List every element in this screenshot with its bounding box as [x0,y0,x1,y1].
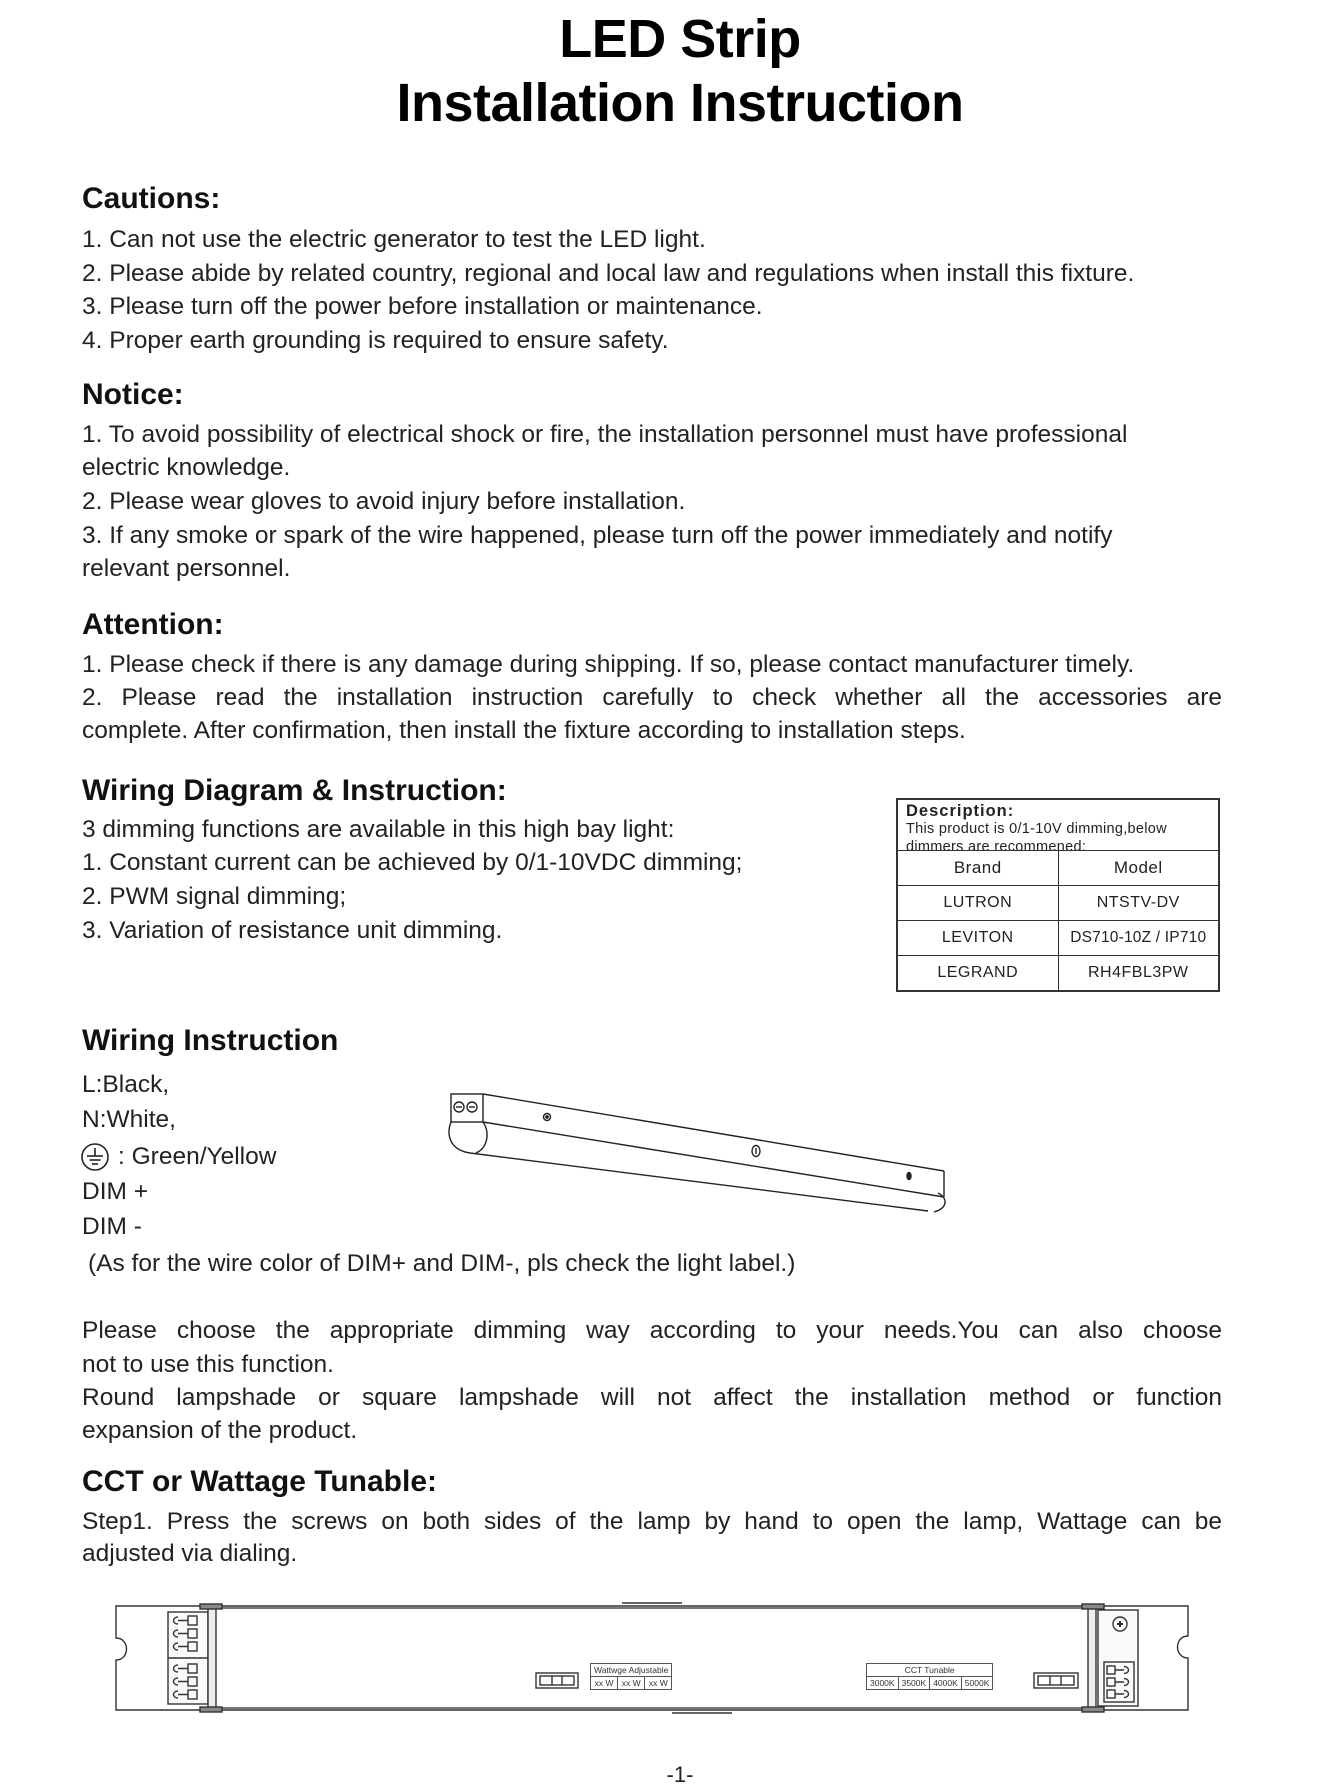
brand-cell: LUTRON [897,886,1058,921]
wiring-instruction-heading: Wiring Instruction [82,1024,339,1057]
wiring-diagram-heading: Wiring Diagram & Instruction: [82,774,507,807]
wire-ground-label: : Green/Yellow [118,1143,277,1170]
column-header-brand: Brand [897,851,1058,886]
wire-color-note: (As for the wire color of DIM+ and DIM-, pls check the light label.) [88,1250,796,1277]
wiring-diagram-line: 3. Variation of resistance unit dimming. [82,917,503,944]
wire-dim-minus-label: DIM - [82,1213,142,1240]
brand-cell: LEGRAND [897,956,1058,992]
wattage-option[interactable]: xx W [618,1677,645,1690]
cct-option[interactable]: 3000K [867,1677,899,1690]
brand-cell: LEVITON [897,921,1058,956]
wattage-option[interactable]: xx W [591,1677,618,1690]
page-number: -1- [666,1762,694,1787]
model-cell: NTSTV-DV [1058,886,1219,921]
model-cell: RH4FBL3PW [1058,956,1219,992]
table-row [897,956,1219,992]
attention-line: complete. After confirmation, then install the fixture according to installation steps. [82,717,966,744]
cct-option[interactable]: 5000K [961,1677,993,1690]
caution-item: 1. Can not use the electric generator to test the LED light. [82,226,706,253]
notice-line: relevant personnel. [82,555,291,582]
dimmer-recommendation-table [896,798,1220,992]
notice-line: 2. Please wear gloves to avoid injury before installation. [82,488,686,515]
driver-housing-outline [112,1600,1192,1720]
caution-item: 4. Proper earth grounding is required to ensure safety. [82,327,669,354]
wire-l-label: L:Black, [82,1071,170,1098]
wire-ground-row [80,1140,276,1174]
dimming-note-line: Round lampshade or square lampshade will not affect the installation method or function [82,1384,1222,1411]
cct-heading: CCT or Wattage Tunable: [82,1465,437,1498]
wire-n-label: N:White, [82,1106,176,1133]
attention-line: 2. Please read the installation instruction carefully to check whether all the accessories are [82,684,1222,711]
attention-line: 1. Please check if there is any damage during shipping. If so, please contact manufacturer timely. [82,651,1135,678]
cct-switch-label: CCT Tunable [867,1664,993,1677]
description-title: Description: [906,802,1015,820]
caution-item: 3. Please turn off the power before installation or maintenance. [82,293,763,320]
dimming-note-line: expansion of the product. [82,1417,358,1444]
notice-line: 1. To avoid possibility of electrical shock or fire, the installation personnel must have professional [82,421,1128,448]
ground-symbol-icon [80,1142,110,1172]
cct-step-line: Step1. Press the screws on both sides of the lamp by hand to open the lamp, Wattage can be [82,1508,1222,1535]
cct-step-line: adjusted via dialing. [82,1540,298,1567]
model-cell: DS710-10Z / IP710 [1058,921,1219,956]
wattage-switch-table [590,1663,672,1690]
notice-heading: Notice: [82,378,184,411]
column-header-model: Model [1058,851,1219,886]
cautions-heading: Cautions: [82,182,221,215]
table-header-row [897,851,1219,886]
dimming-note-line: Please choose the appropriate dimming way according to your needs.You can also choose [82,1317,1222,1344]
page-title-line2: Installation Instruction [396,73,964,133]
cct-option[interactable]: 3500K [898,1677,930,1690]
page-title-line1: LED Strip [559,9,801,69]
table-row [897,886,1219,921]
description-text: This product is 0/1-10V dimming,below [906,821,1167,837]
driver-diagram [112,1600,1192,1720]
cct-option[interactable]: 4000K [930,1677,962,1690]
wiring-diagram-line: 2. PWM signal dimming; [82,883,347,910]
attention-heading: Attention: [82,608,224,641]
wiring-diagram-line: 3 dimming functions are available in this high bay light: [82,816,675,843]
wire-dim-plus-label: DIM + [82,1178,149,1205]
table-description [897,799,1219,851]
wiring-diagram-line: 1. Constant current can be achieved by 0/1-10VDC dimming; [82,849,743,876]
table-row [897,921,1219,956]
description-text: dimmers are recommened: [906,839,1087,850]
dimming-note-line: not to use this function. [82,1351,334,1378]
caution-item: 2. Please abide by related country, regional and local law and regulations when install this fixture. [82,260,1135,287]
notice-line: 3. If any smoke or spark of the wire happened, please turn off the power immediately and notify [82,522,1113,549]
wattage-switch-label: Wattwge Adjustable [591,1664,672,1677]
led-strip-fixture-illustration [440,1080,960,1230]
notice-line: electric knowledge. [82,454,291,481]
cct-switch-table [866,1663,993,1690]
wattage-option[interactable]: xx W [645,1677,672,1690]
